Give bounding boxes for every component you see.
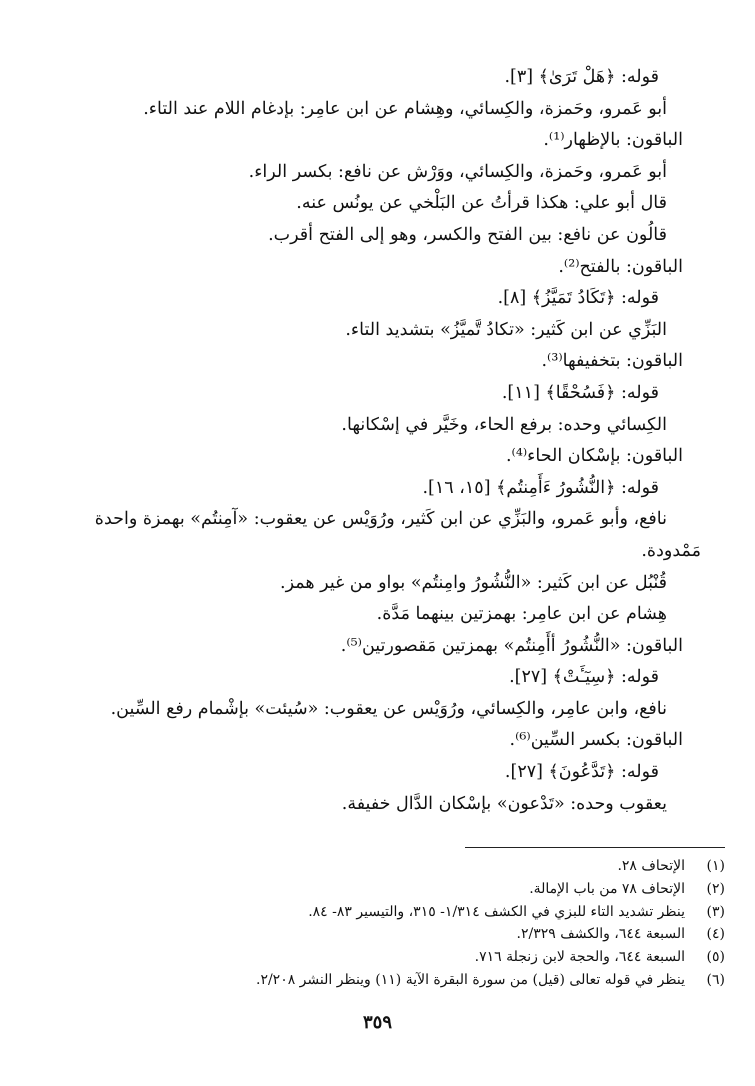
verse-heading: قوله: ﴿النُّشُورُ ءَأَمِنتُم﴾ [١٥، ١٦]. xyxy=(422,477,659,498)
main-text xyxy=(78,62,725,820)
footnote-number: (١) xyxy=(706,858,725,874)
footnote xyxy=(78,923,725,946)
text-line: هِشام عن ابن عامِر: بهمزتين بينهما مَدَّة. xyxy=(376,604,667,625)
footnote xyxy=(78,969,725,992)
text-line: أبو عَمرو، وحَمزة، والكِسائي، وهِشام عن ابن عامِر: بإدغام اللام عند التاء. xyxy=(143,98,667,119)
footnotes xyxy=(78,855,725,992)
text-line: الباقون: بالإظهار⁽¹⁾. xyxy=(543,130,683,151)
page-number: ٣٥٩ xyxy=(362,1012,392,1033)
text-line: الباقون: بإسْكان الحاء⁽⁴⁾. xyxy=(505,446,683,467)
footnote-text: السبعة ٦٤٤، والكشف ٢/٣٢٩. xyxy=(516,926,685,943)
verse-heading: قوله: ﴿سِيٓـَٔتْ﴾ [٢٧]. xyxy=(509,667,659,688)
text-line: نافع، وابن عامِر، والكِسائي، ورُوَيْس عن يعقوب: «سُيئت» بإشْمام رفع السِّين. xyxy=(110,698,667,719)
text-line: أبو عَمرو، وحَمزة، والكِسائي، ووَرْش عن نافع: بكسر الراء. xyxy=(248,161,667,182)
verse-heading: قوله: ﴿هَلْ تَرَىٰ﴾ [٣]. xyxy=(504,67,659,87)
footnote-text: الإتحاف ٧٨ من باب الإمالة. xyxy=(529,880,685,897)
text-line: الباقون: بالفتح⁽²⁾. xyxy=(558,256,683,277)
text-line: الكِسائي وحده: برفع الحاء، وخَيَّر في إسْكانها. xyxy=(341,414,667,435)
footnote xyxy=(78,855,725,878)
footnote-text: ينظر تشديد التاء للبزي في الكشف ١/٣١٤- ٣١٥، والتيسير ٨٣- ٨٤. xyxy=(308,903,685,920)
footnote-number: (٥) xyxy=(706,949,725,966)
footnote xyxy=(78,901,725,924)
footnote xyxy=(78,878,725,901)
verse-heading: قوله: ﴿تَدَّعُونَ﴾ [٢٧]. xyxy=(504,762,659,783)
footnote-number: (٢) xyxy=(706,880,725,897)
text-line: الباقون: بتخفيفها⁽³⁾. xyxy=(541,351,683,372)
verse-heading: قوله: ﴿فَسُحْقًا﴾ [١١]. xyxy=(501,382,659,403)
text-line: يعقوب وحده: «تَدْعون» بإسْكان الدَّال خفيفة. xyxy=(341,793,667,814)
footnote-text: الإتحاف ٢٨. xyxy=(617,858,685,874)
footnote-separator xyxy=(465,847,725,848)
text-line: الباقون: «النُّشُورُ أأَمِنتُم» بهمزتين مَقصورتين⁽⁵⁾. xyxy=(340,635,683,656)
text-line: قُنْبُل عن ابن كَثير: «النُّشُورُ وامِنتُم» بواو من غير همز. xyxy=(280,572,667,593)
verse-heading: قوله: ﴿تَكَادُ تَمَيَّزُ﴾ [٨]. xyxy=(497,288,659,309)
text-line: نافع، وأبو عَمرو، والبَزِّي عن ابن كَثير، ورُوَيْس عن يعقوب: «آمِنتُم» بهمزة واحدة xyxy=(94,509,667,530)
text-line: مَمْدودة. xyxy=(641,540,701,561)
footnote xyxy=(78,946,725,969)
text-line: قال أبو علي: هكذا قرأتُ عن البَلْخي عن يونُس عنه. xyxy=(296,193,667,214)
footnote-number: (٦) xyxy=(706,971,725,988)
text-line: البَزِّي عن ابن كَثير: «تكادُ تَّميَّزُ» بتشديد التاء. xyxy=(345,319,667,340)
footnote-number: (٤) xyxy=(706,926,725,943)
footnote-number: (٣) xyxy=(706,903,725,920)
text-line: الباقون: بكسر السِّين⁽⁶⁾. xyxy=(509,730,683,751)
text-line: قالُون عن نافع: بين الفتح والكسر، وهو إلى الفتح أقرب. xyxy=(268,224,667,245)
footnote-text: السبعة ٦٤٤، والحجة لابن زنجلة ٧١٦. xyxy=(474,949,685,966)
footnote-text: ينظر في قوله تعالى (قيل) من سورة البقرة الآية (١١) وينظر النشر ٢/٢٠٨. xyxy=(255,971,685,988)
